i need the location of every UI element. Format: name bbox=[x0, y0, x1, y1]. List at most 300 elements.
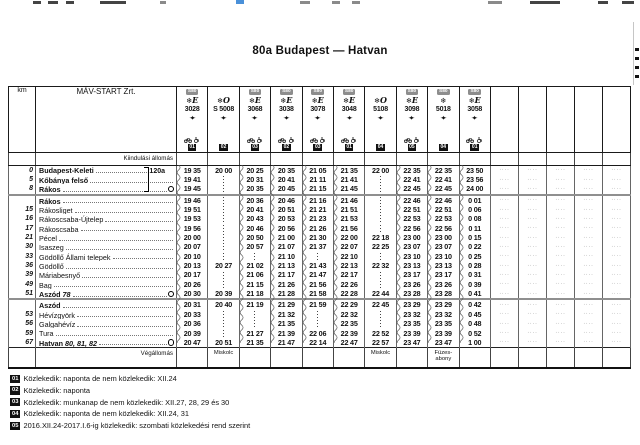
time-cell: 22 14 bbox=[302, 338, 333, 348]
timetable-table bbox=[8, 86, 631, 369]
line-ref: 120a bbox=[149, 167, 165, 175]
time-cell: 21 28 bbox=[271, 289, 302, 299]
destination-cell bbox=[239, 348, 270, 368]
footnote: 02 Közlekedik: naponta bbox=[12, 385, 91, 395]
diamond-icon: ✦ bbox=[282, 115, 291, 122]
pass-through-line bbox=[223, 320, 224, 328]
time-cell: 21 35 bbox=[239, 338, 270, 348]
no-service-cell: ···· bbox=[546, 205, 574, 214]
time-cell: 23 56 bbox=[459, 175, 490, 184]
footnote-badge: 03 bbox=[12, 399, 19, 406]
time-cell bbox=[208, 252, 239, 261]
origin-label: Kiindulási állomás bbox=[36, 152, 177, 165]
time-cell: 21 56 bbox=[333, 224, 364, 233]
train-type: ❄E bbox=[280, 95, 293, 106]
toolbar-artifact bbox=[300, 1, 310, 4]
time-cell: 22 53 bbox=[428, 214, 459, 223]
time-cell: 23 13 bbox=[396, 261, 427, 270]
time-cell bbox=[302, 319, 333, 328]
station-cell: Hatvan 80, 81, 82 bbox=[36, 338, 177, 348]
wheelchair-icon bbox=[193, 137, 200, 143]
time-cell: 0 41 bbox=[459, 289, 490, 299]
no-service-cell: ···· bbox=[490, 310, 518, 319]
no-service-cell: ···· bbox=[518, 299, 546, 309]
time-cell bbox=[208, 270, 239, 279]
station-cell: Rákosliget bbox=[36, 205, 177, 214]
station-circle-icon bbox=[168, 339, 175, 346]
page-edge-artifact bbox=[635, 66, 639, 69]
train-number: 3038 bbox=[278, 106, 294, 114]
time-cell: 21 59 bbox=[302, 299, 333, 309]
time-cell: 23 07 bbox=[428, 242, 459, 251]
time-cell: 19 35 bbox=[177, 165, 208, 175]
no-service-cell: ···· bbox=[490, 224, 518, 233]
no-service-cell: ···· bbox=[546, 261, 574, 270]
time-cell: 19 53 bbox=[177, 214, 208, 223]
station-row bbox=[9, 299, 631, 309]
train-header-3058 bbox=[459, 87, 490, 153]
no-service-cell: ···· bbox=[490, 184, 518, 194]
toolbar-artifact bbox=[160, 1, 166, 4]
pass-through-line bbox=[223, 330, 224, 338]
time-cell: 21 58 bbox=[302, 289, 333, 299]
time-cell: 23 10 bbox=[428, 252, 459, 261]
station-row bbox=[9, 328, 631, 337]
no-service-cell: ···· bbox=[490, 299, 518, 309]
station-row bbox=[9, 214, 631, 223]
time-cell: 20 31 bbox=[177, 299, 208, 309]
train-header-3038 bbox=[271, 87, 302, 153]
time-cell: 20 53 bbox=[271, 214, 302, 223]
no-service-cell: ···· bbox=[546, 233, 574, 242]
time-cell: 22 18 bbox=[365, 233, 396, 242]
time-cell: 21 21 bbox=[302, 205, 333, 214]
time-cell: 22 07 bbox=[333, 242, 364, 251]
footnote-badge: 05 bbox=[12, 422, 19, 429]
wheelchair-icon bbox=[256, 137, 263, 143]
time-cell bbox=[365, 184, 396, 194]
no-service-cell: ···· bbox=[602, 338, 630, 348]
no-service-cell: ···· bbox=[518, 252, 546, 261]
time-cell: 21 26 bbox=[271, 280, 302, 289]
km-cell bbox=[9, 299, 36, 309]
line-badge: S80 bbox=[344, 89, 354, 94]
km-cell: 53 bbox=[9, 310, 36, 319]
calendar-badge: 05 bbox=[409, 144, 415, 150]
no-service-cell: ···· bbox=[518, 224, 546, 233]
empty-train-column bbox=[518, 87, 546, 153]
no-service-cell: ···· bbox=[602, 289, 630, 299]
pass-through-line bbox=[380, 176, 381, 184]
station-row bbox=[9, 270, 631, 279]
wheelchair-icon bbox=[476, 137, 483, 143]
pass-through-line bbox=[223, 243, 224, 251]
destination-cell bbox=[177, 348, 208, 368]
toolbar-artifact bbox=[332, 1, 340, 4]
time-cell: 22 35 bbox=[396, 165, 427, 175]
train-header-3048 bbox=[333, 87, 364, 153]
line-120a-bracket bbox=[144, 167, 149, 192]
time-cell: 20 43 bbox=[239, 214, 270, 223]
destination-cell bbox=[271, 348, 302, 368]
no-service-cell: ···· bbox=[574, 280, 602, 289]
no-service-cell: ···· bbox=[490, 252, 518, 261]
km-cell: 49 bbox=[9, 280, 36, 289]
time-cell: 22 06 bbox=[302, 328, 333, 337]
station-cell: Rákoscsaba bbox=[36, 224, 177, 233]
time-cell: 20 07 bbox=[177, 242, 208, 251]
no-service-cell: ···· bbox=[546, 195, 574, 205]
time-cell: 23 17 bbox=[428, 270, 459, 279]
train-number: 3048 bbox=[341, 106, 357, 114]
km-cell: 67 bbox=[9, 338, 36, 348]
pass-through-line bbox=[380, 320, 381, 328]
km-cell: 15 bbox=[9, 205, 36, 214]
no-service-cell: ···· bbox=[574, 184, 602, 194]
time-cell: 21 00 bbox=[271, 233, 302, 242]
train-header-5018 bbox=[428, 87, 459, 153]
no-service-cell: ···· bbox=[546, 214, 574, 223]
page-edge-artifact bbox=[635, 75, 639, 78]
pass-through-line bbox=[380, 281, 381, 289]
snowflake-icon: ❄ bbox=[248, 98, 255, 106]
no-service-cell: ···· bbox=[546, 252, 574, 261]
toolbar-artifact bbox=[100, 1, 126, 4]
toolbar-artifact bbox=[48, 1, 58, 4]
no-service-cell: ···· bbox=[518, 280, 546, 289]
time-cell: 20 33 bbox=[177, 310, 208, 319]
no-service-cell: ···· bbox=[574, 165, 602, 175]
time-cell: 22 00 bbox=[365, 165, 396, 175]
time-cell: 23 17 bbox=[396, 270, 427, 279]
footnote: 05 2016.XII.24-2017.I.6-ig közlekedik: szombati közlekedési rend szerint bbox=[12, 421, 251, 431]
time-cell: 20 00 bbox=[177, 233, 208, 242]
calendar-badge: 04 bbox=[377, 144, 384, 150]
time-cell: 20 40 bbox=[208, 299, 239, 309]
destination-cell: Miskolc bbox=[208, 348, 239, 368]
no-service-cell: ···· bbox=[574, 214, 602, 223]
pass-through-line bbox=[254, 311, 255, 319]
time-cell: 20 46 bbox=[239, 224, 270, 233]
time-cell bbox=[365, 319, 396, 328]
time-cell: 20 51 bbox=[271, 205, 302, 214]
toolbar-artifact bbox=[530, 1, 560, 4]
km-cell: 33 bbox=[9, 252, 36, 261]
train-type: ❄E bbox=[248, 95, 261, 106]
time-cell: 22 13 bbox=[333, 261, 364, 270]
time-cell: 23 35 bbox=[428, 319, 459, 328]
calendar-badge: 01 bbox=[346, 144, 352, 150]
station-row bbox=[9, 242, 631, 251]
time-cell bbox=[365, 270, 396, 279]
wheelchair-icon bbox=[350, 137, 357, 143]
no-service-cell: ···· bbox=[574, 224, 602, 233]
time-cell: 21 30 bbox=[302, 233, 333, 242]
footnote-badge: 01 bbox=[12, 375, 19, 382]
no-service-cell: ···· bbox=[518, 165, 546, 175]
bicycle-icon bbox=[310, 137, 318, 143]
time-cell: 23 07 bbox=[396, 242, 427, 251]
page-edge-artifact bbox=[635, 57, 639, 60]
train-number: 3058 bbox=[467, 106, 483, 114]
train-number: 5018 bbox=[435, 106, 451, 114]
footnote-badge: 04 bbox=[12, 410, 19, 417]
no-service-cell: ···· bbox=[490, 289, 518, 299]
train-type bbox=[440, 96, 446, 106]
no-service-cell: ···· bbox=[518, 338, 546, 348]
bicycle-icon bbox=[278, 137, 286, 143]
no-service-cell: ···· bbox=[518, 214, 546, 223]
time-cell: 20 00 bbox=[208, 165, 239, 175]
footnote: 01 Közlekedik: naponta de nem közlekedik: XII.24 bbox=[12, 374, 177, 383]
time-cell: 1 00 bbox=[459, 338, 490, 348]
pass-through-line bbox=[223, 272, 224, 280]
time-cell: 22 47 bbox=[333, 338, 364, 348]
bicycle-icon bbox=[184, 137, 192, 143]
time-cell: 0 25 bbox=[459, 252, 490, 261]
page-title: 80a Budapest — Hatvan bbox=[252, 45, 388, 57]
snowflake-icon: ❄ bbox=[217, 98, 224, 106]
no-service-cell: ···· bbox=[574, 205, 602, 214]
time-cell: 23 47 bbox=[396, 338, 427, 348]
time-cell: 19 51 bbox=[177, 205, 208, 214]
time-cell: 0 48 bbox=[459, 319, 490, 328]
no-service-cell: ···· bbox=[518, 270, 546, 279]
no-service-cell: ···· bbox=[602, 242, 630, 251]
time-cell bbox=[302, 310, 333, 319]
time-cell: 22 17 bbox=[333, 270, 364, 279]
no-service-cell: ···· bbox=[574, 261, 602, 270]
no-service-cell: ···· bbox=[518, 289, 546, 299]
toolbar-artifact bbox=[66, 1, 74, 4]
toolbar-artifact bbox=[33, 1, 41, 4]
no-service-cell: ···· bbox=[574, 233, 602, 242]
station-row bbox=[9, 165, 631, 175]
km-cell: 39 bbox=[9, 270, 36, 279]
time-cell: 20 41 bbox=[271, 175, 302, 184]
train-header-3068 bbox=[239, 87, 270, 153]
time-cell bbox=[208, 328, 239, 337]
time-cell: 22 51 bbox=[396, 205, 427, 214]
time-cell: 22 41 bbox=[396, 175, 427, 184]
km-cell: 0 bbox=[9, 165, 36, 175]
calendar-badge: 01 bbox=[189, 144, 195, 150]
time-cell: 21 15 bbox=[239, 280, 270, 289]
no-service-cell: ···· bbox=[546, 319, 574, 328]
time-cell: 21 53 bbox=[333, 214, 364, 223]
wheelchair-icon bbox=[413, 137, 420, 143]
time-cell bbox=[208, 280, 239, 289]
no-service-cell: ···· bbox=[546, 299, 574, 309]
toolbar-artifact bbox=[236, 0, 244, 4]
time-cell: 23 26 bbox=[428, 280, 459, 289]
station-row bbox=[9, 184, 631, 194]
time-cell: 21 19 bbox=[239, 299, 270, 309]
train-type: ❄E bbox=[468, 95, 481, 106]
time-cell: 23 28 bbox=[428, 289, 459, 299]
diamond-icon: ✦ bbox=[376, 115, 385, 122]
footnote-badge: 02 bbox=[12, 387, 19, 394]
station-row bbox=[9, 205, 631, 214]
time-cell: 20 10 bbox=[177, 252, 208, 261]
time-cell: 20 39 bbox=[208, 289, 239, 299]
time-cell: 21 46 bbox=[333, 195, 364, 205]
pass-through-line bbox=[223, 206, 224, 214]
time-cell: 22 45 bbox=[365, 299, 396, 309]
time-cell: 0 08 bbox=[459, 214, 490, 223]
time-cell: 20 35 bbox=[239, 184, 270, 194]
time-cell bbox=[365, 195, 396, 205]
station-cell: Hévízgyörk bbox=[36, 310, 177, 319]
snowflake-icon: ❄ bbox=[280, 98, 287, 106]
no-service-cell: ···· bbox=[490, 214, 518, 223]
bicycle-icon bbox=[247, 137, 255, 143]
time-cell: 0 11 bbox=[459, 224, 490, 233]
time-cell: 20 26 bbox=[177, 280, 208, 289]
time-cell: 20 50 bbox=[239, 233, 270, 242]
pass-through-line bbox=[380, 197, 381, 205]
line-badge: S80 bbox=[313, 89, 323, 94]
station-cell: Kőbánya felső bbox=[36, 175, 177, 184]
no-service-cell: ···· bbox=[518, 328, 546, 337]
diamond-icon: ✦ bbox=[408, 115, 416, 122]
origin-label-row bbox=[9, 152, 631, 165]
time-cell: 0 52 bbox=[459, 328, 490, 337]
line-badge: S80 bbox=[250, 89, 260, 94]
bicycle-wheelchair-icons bbox=[404, 136, 421, 143]
time-cell: 19 45 bbox=[177, 184, 208, 194]
time-cell: 23 47 bbox=[428, 338, 459, 348]
pass-through-line bbox=[317, 320, 318, 328]
station-cell: Rákos bbox=[36, 184, 177, 194]
bicycle-wheelchair-icons bbox=[184, 136, 201, 143]
time-cell: 21 26 bbox=[302, 224, 333, 233]
footnotes bbox=[10, 374, 250, 433]
pass-through-line bbox=[223, 234, 224, 242]
time-cell: 20 13 bbox=[177, 261, 208, 270]
time-cell: 22 45 bbox=[396, 184, 427, 194]
station-cell: Gödöllő bbox=[36, 261, 177, 270]
time-cell: 21 51 bbox=[333, 205, 364, 214]
train-number: 3098 bbox=[404, 106, 420, 114]
time-cell: 22 56 bbox=[396, 224, 427, 233]
no-service-cell: ···· bbox=[574, 175, 602, 184]
no-service-cell: ···· bbox=[490, 338, 518, 348]
train-type: ❄E bbox=[311, 95, 324, 106]
time-cell: 20 47 bbox=[177, 338, 208, 348]
time-cell: 21 29 bbox=[271, 299, 302, 309]
train-number: 5108 bbox=[373, 106, 388, 114]
snowflake-icon: ❄ bbox=[405, 98, 412, 106]
time-cell: 19 41 bbox=[177, 175, 208, 184]
time-cell bbox=[208, 319, 239, 328]
no-service-cell: ···· bbox=[602, 310, 630, 319]
bicycle-icon bbox=[404, 137, 412, 143]
km-cell: 59 bbox=[9, 328, 36, 337]
no-service-cell: ···· bbox=[518, 175, 546, 184]
time-cell: 23 39 bbox=[396, 328, 427, 337]
km-cell: 8 bbox=[9, 184, 36, 194]
footnote: 04 Közlekedik: naponta de nem közlekedik: XII.24, 31 bbox=[12, 409, 190, 419]
no-service-cell: ···· bbox=[602, 252, 630, 261]
time-cell: 22 53 bbox=[396, 214, 427, 223]
time-cell: 0 45 bbox=[459, 310, 490, 319]
time-cell bbox=[365, 252, 396, 261]
pass-through-line bbox=[380, 253, 381, 261]
km-cell: 5 bbox=[9, 175, 36, 184]
no-service-cell: ···· bbox=[602, 205, 630, 214]
time-cell bbox=[365, 214, 396, 223]
bicycle-wheelchair-icons bbox=[466, 136, 483, 143]
time-cell: 23 35 bbox=[396, 319, 427, 328]
destination-cell bbox=[333, 348, 364, 368]
train-type: ❄E bbox=[186, 95, 199, 106]
station-cell: Isaszeg bbox=[36, 242, 177, 251]
line-badge: S80 bbox=[470, 89, 479, 94]
diamond-icon: ✦ bbox=[251, 115, 259, 122]
snowflake-icon: ❄ bbox=[374, 98, 380, 106]
pass-through-line bbox=[380, 225, 381, 233]
time-cell: 23 26 bbox=[396, 280, 427, 289]
train-type: ❄O bbox=[217, 95, 230, 106]
time-cell bbox=[239, 319, 270, 328]
pass-through-line bbox=[380, 272, 381, 280]
time-cell: 20 41 bbox=[239, 205, 270, 214]
toolbar-artifact bbox=[622, 1, 634, 4]
no-service-cell: ···· bbox=[518, 233, 546, 242]
time-cell: 22 57 bbox=[365, 338, 396, 348]
no-service-cell: ···· bbox=[518, 310, 546, 319]
time-cell: 21 43 bbox=[302, 261, 333, 270]
time-cell bbox=[365, 280, 396, 289]
no-service-cell: ···· bbox=[574, 270, 602, 279]
toolbar-artifact bbox=[488, 1, 502, 4]
destination-cell bbox=[302, 348, 333, 368]
time-cell: 21 41 bbox=[333, 175, 364, 184]
km-cell: 51 bbox=[9, 289, 36, 299]
time-cell: 20 35 bbox=[271, 165, 302, 175]
time-cell: 23 00 bbox=[428, 233, 459, 242]
time-cell: 23 29 bbox=[396, 299, 427, 309]
empty-train-column bbox=[490, 87, 518, 153]
time-cell: 21 05 bbox=[302, 165, 333, 175]
no-service-cell: ···· bbox=[546, 224, 574, 233]
snowflake-icon: ❄ bbox=[440, 98, 447, 106]
time-cell: 22 44 bbox=[365, 289, 396, 299]
time-cell: 21 10 bbox=[271, 252, 302, 261]
time-cell bbox=[302, 252, 333, 261]
time-cell: 21 39 bbox=[271, 328, 302, 337]
time-cell: 20 17 bbox=[177, 270, 208, 279]
no-service-cell: ···· bbox=[574, 195, 602, 205]
time-cell: 21 15 bbox=[302, 184, 333, 194]
km-cell: 21 bbox=[9, 233, 36, 242]
time-cell: 22 26 bbox=[333, 280, 364, 289]
snowflake-icon: ❄ bbox=[343, 98, 350, 106]
station-cell: Budapest-Keleti 120a bbox=[36, 165, 177, 175]
diamond-icon: ✦ bbox=[219, 115, 228, 122]
time-cell: 21 13 bbox=[271, 261, 302, 270]
station-cell: Gödöllő Állami telepek bbox=[36, 252, 177, 261]
time-cell: 22 45 bbox=[428, 184, 459, 194]
diamond-icon: ✦ bbox=[313, 115, 322, 122]
diamond-icon: ✦ bbox=[439, 115, 448, 122]
terminus-label: Végállomás bbox=[36, 348, 177, 368]
station-row bbox=[9, 233, 631, 242]
time-cell: 21 32 bbox=[271, 310, 302, 319]
destination-cell bbox=[396, 348, 427, 368]
footnote: 03 Közlekedik: munkanap de nem közlekedik: XII.27, 28, 29 és 30 bbox=[12, 397, 230, 407]
